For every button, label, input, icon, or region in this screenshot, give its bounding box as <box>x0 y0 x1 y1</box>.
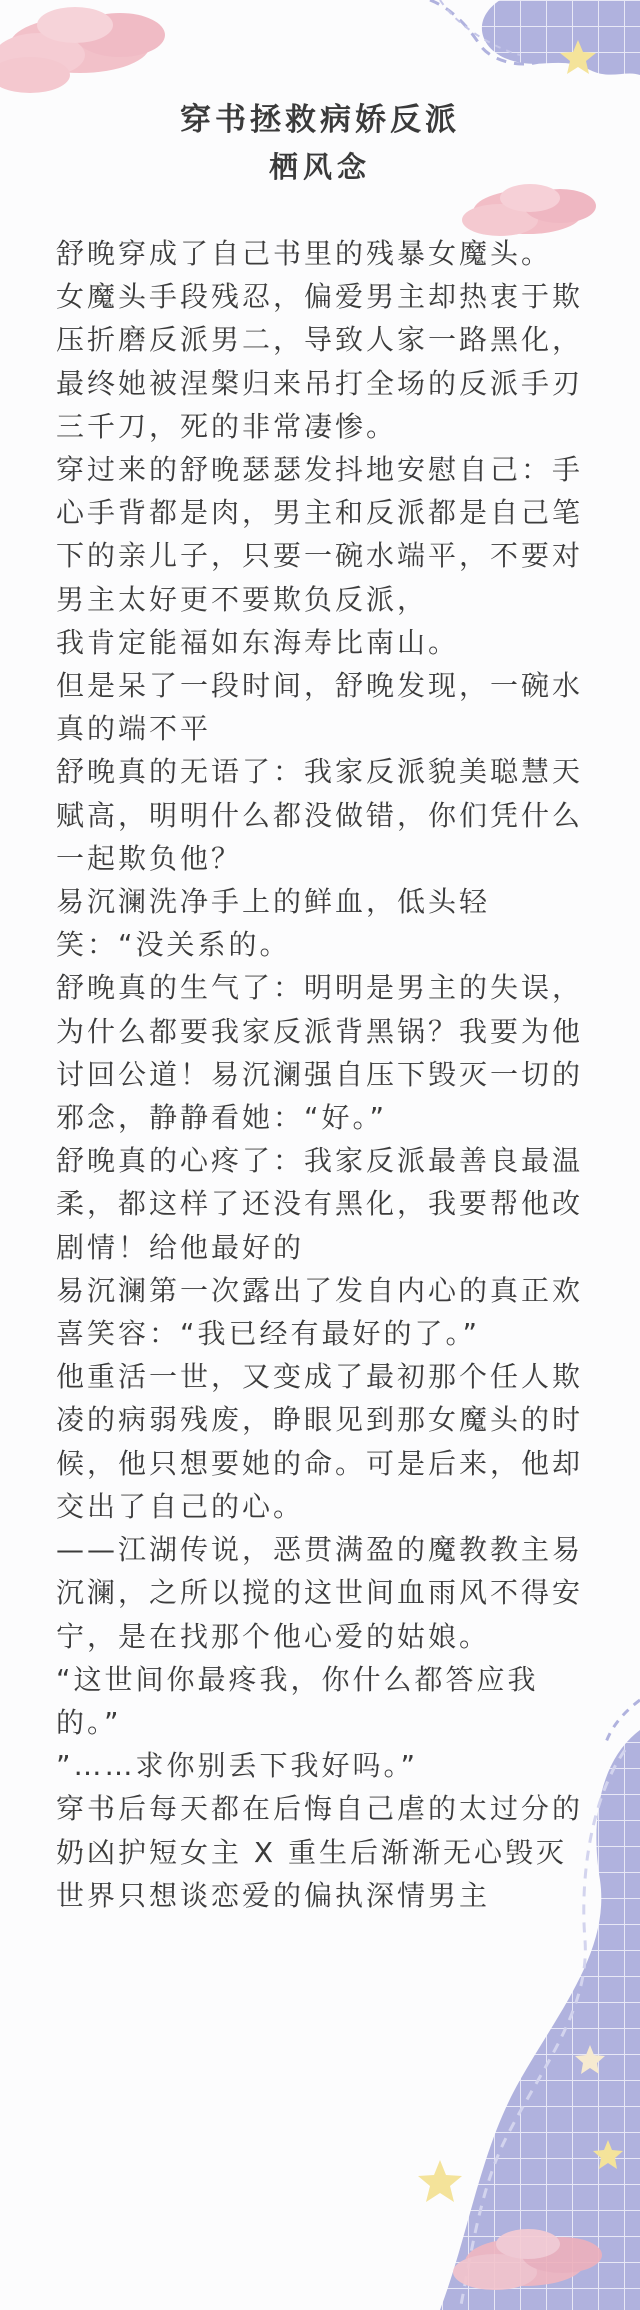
paragraph: 易沉澜第一次露出了发自内心的真正欢喜笑容：“我已经有最好的了。” <box>56 1273 584 1351</box>
paragraph: 穿过来的舒晚瑟瑟发抖地安慰自己：手心手背都是肉，男主和反派都是自己笔下的亲儿子，只要一碗水端平，不要对男主太好更不要欺负反派， <box>56 453 584 616</box>
book-title: 穿书拯救病娇反派 <box>180 102 460 138</box>
paragraph: “这世间你最疼我，你什么都答应我的。” <box>56 1662 539 1739</box>
cloud-right <box>462 184 596 236</box>
paragraph: ”……求你别丢下我好吗。” <box>56 1749 419 1783</box>
paragraph: 舒晚真的生气了：明明是男主的失误，为什么都要我家反派背黑锅？我要为他讨回公道！易沉澜强自压下毁灭一切的邪念，静静看她：“好。” <box>56 971 584 1135</box>
star-bottom-right-large <box>418 2160 462 2202</box>
cloud-top-left <box>0 7 165 93</box>
paragraph: 女魔头手段残忍，偏爱男主却热衷于欺压折磨反派男二，导致人家一路黑化，最终她被涅槃归来吊打全场的反派手刃三千刀，死的非常凄惨。 <box>56 280 584 443</box>
top-grid-pattern <box>430 0 640 75</box>
header <box>0 98 640 190</box>
paragraph: 他重活一世，又变成了最初那个任人欺凌的病弱残废，睁眼见到那女魔头的时候，他只想要她的命。可是后来，他却交出了自己的心。 <box>56 1360 584 1523</box>
synopsis-body <box>56 232 596 1917</box>
paragraph: 易沉澜洗净手上的鲜血，低头轻笑：“没关系的。 <box>56 885 491 962</box>
paragraph: 舒晚真的心疼了：我家反派最善良最温柔，都这样了还没有黑化，我要帮他改剧情！给他最好的 <box>56 1144 584 1264</box>
paragraph: 穿书后每天都在后悔自己虐的太过分的奶凶护短女主 X 重生后渐渐无心毁灭世界只想谈恋爱的偏执深情男主 <box>56 1792 584 1912</box>
paragraph: 舒晚穿成了自己书里的残暴女魔头。 <box>56 237 553 270</box>
paragraph: 我肯定能福如东海寿比南山。 <box>56 625 460 659</box>
paragraph: ——江湖传说，恶贯满盈的魔教教主易沉澜，之所以搅的这世间血雨风不得安宁，是在找那个他心爱的姑娘。 <box>56 1533 584 1653</box>
author-name: 栖风念 <box>268 150 371 184</box>
paragraph: 但是呆了一段时间，舒晚发现，一碗水真的端不平 <box>56 669 584 746</box>
paragraph: 舒晚真的无语了：我家反派貌美聪慧天赋高，明明什么都没做错，你们凭什么一起欺负他？ <box>56 755 584 875</box>
